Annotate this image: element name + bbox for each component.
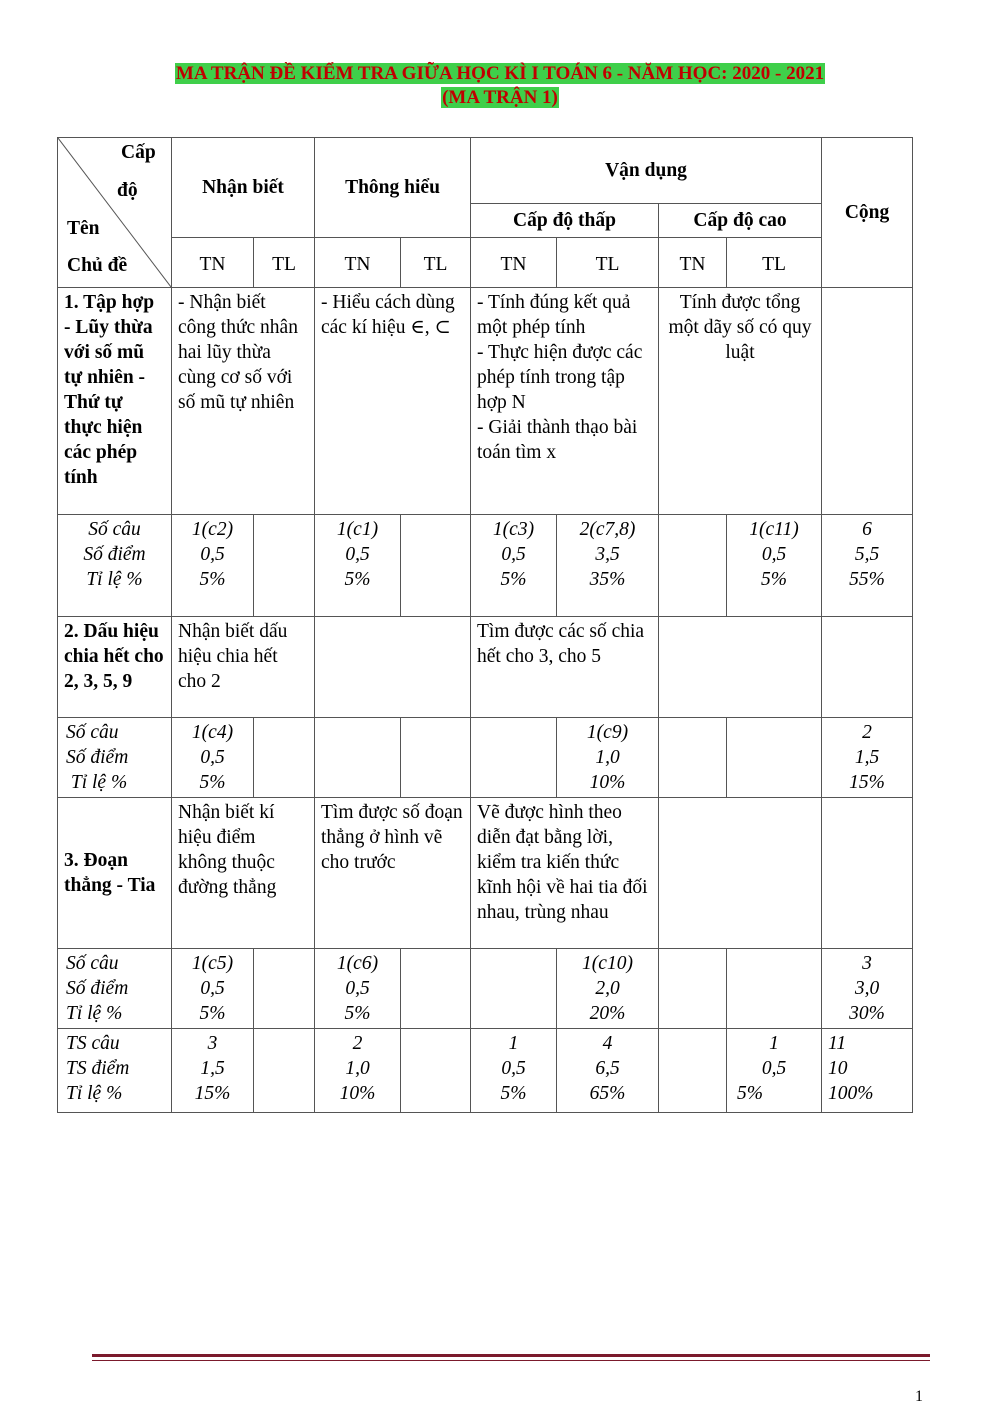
topic-2-th-tn xyxy=(315,718,401,798)
topic-1-name: 1. Tập hợp - Lũy thừa với số mũ tự nhiên - Thứ tự thực hiện các phép tính xyxy=(58,288,172,515)
so-diem-value: 3,5 xyxy=(595,544,620,565)
topic-1-stats-row xyxy=(58,515,913,617)
topic-1-row xyxy=(58,288,913,515)
corner-header-cell xyxy=(58,138,172,288)
ti-le-value: 35% xyxy=(589,569,626,590)
topic-2-cao-tn xyxy=(659,718,727,798)
ts-cau-value: 4 xyxy=(602,1033,613,1054)
corner-chude-label: Chủ đề xyxy=(67,255,128,276)
topic-3-cao-tn xyxy=(659,949,727,1029)
corner-do-label: độ xyxy=(117,180,138,201)
ti-le-label: Tỉ lệ % xyxy=(66,1083,123,1104)
topic-2-nb-tn xyxy=(172,718,254,798)
topic-3-name: 3. Đoạn thẳng - Tia xyxy=(58,798,172,949)
corner-cap-label: Cấp xyxy=(121,142,156,163)
so-cau-value: 6 xyxy=(862,519,872,540)
so-diem-value: 0,5 xyxy=(200,544,225,565)
ti-le-label: Tỉ lệ % xyxy=(66,1003,123,1024)
topic-2-cong xyxy=(822,718,913,798)
ti-le-value: 10% xyxy=(339,1083,376,1104)
topic-2-th-tl xyxy=(401,718,471,798)
total-nb-tl xyxy=(254,1029,315,1113)
ti-le-value: 5% xyxy=(199,772,226,793)
topic-3-th-tn xyxy=(315,949,401,1029)
header-tn: TN xyxy=(172,238,254,288)
so-diem-value: 1,5 xyxy=(854,747,880,768)
ts-diem-value: 1,5 xyxy=(200,1058,225,1079)
ti-le-value: 5% xyxy=(199,1003,226,1024)
topic-1-thap-tl xyxy=(557,515,659,617)
so-cau-value: 1(c3) xyxy=(492,519,535,540)
ti-le-value: 100% xyxy=(828,1083,874,1104)
so-diem-value: 3,0 xyxy=(854,978,880,999)
topic-1-cao-tn xyxy=(659,515,727,617)
topic-3-stats-row xyxy=(58,949,913,1029)
ti-le-value: 5% xyxy=(500,569,527,590)
total-cao-tn xyxy=(659,1029,727,1113)
so-diem-value: 0,5 xyxy=(501,544,526,565)
header-tn: TN xyxy=(471,238,557,288)
total-thap-tn xyxy=(471,1029,557,1113)
document-title xyxy=(0,62,1000,110)
so-cau-value: 1(c5) xyxy=(191,953,234,974)
ts-cau-value: 1 xyxy=(769,1033,779,1054)
so-cau-value: 1(c4) xyxy=(191,722,234,743)
ts-cau-label: TS câu xyxy=(66,1033,120,1054)
header-tl: TL xyxy=(557,238,659,288)
header-row-3 xyxy=(58,238,913,288)
ti-le-value: 55% xyxy=(849,569,885,590)
ti-le-value: 20% xyxy=(589,1003,626,1024)
total-th-tl xyxy=(401,1029,471,1113)
ti-le-value: 10% xyxy=(589,772,626,793)
topic-1-th-tl xyxy=(401,515,471,617)
so-cau-label: Số câu xyxy=(88,519,141,540)
topic-3-nb-tn xyxy=(172,949,254,1029)
so-cau-label: Số câu xyxy=(66,953,119,974)
so-cau-value: 1(c1) xyxy=(336,519,379,540)
topic-1-cap-do-thap xyxy=(471,288,659,515)
topic-1-stats-label xyxy=(58,515,172,617)
ts-cau-value: 3 xyxy=(207,1033,218,1054)
topic-1-thap-item: - Thực hiện được các phép tính trong tập hợp N xyxy=(477,342,643,413)
ts-cau-value: 2 xyxy=(352,1033,363,1054)
topic-2-nhan-biet: Nhận biết dấu hiệu chia hết cho 2 xyxy=(172,617,315,718)
header-cap-do-cao: Cấp độ cao xyxy=(659,204,822,238)
total-nb xyxy=(172,1029,254,1113)
footer-rule-thin xyxy=(92,1360,930,1361)
topic-3-nhan-biet: Nhận biết kí hiệu điểm không thuộc đường thẳng xyxy=(172,798,315,949)
header-nhan-biet: Nhận biết xyxy=(172,138,315,238)
ts-diem-value: 1,0 xyxy=(345,1058,370,1079)
topic-2-row xyxy=(58,617,913,718)
ti-le-label: Tỉ lệ % xyxy=(66,772,128,793)
header-tl: TL xyxy=(401,238,471,288)
ts-diem-value: 0,5 xyxy=(501,1058,526,1079)
total-row xyxy=(58,1029,913,1113)
ti-le-value: 5% xyxy=(344,569,371,590)
so-diem-value: 0,5 xyxy=(200,747,225,768)
ts-cau-value: 11 xyxy=(828,1033,847,1054)
topic-1-cao-tl xyxy=(727,515,822,617)
ti-le-label: Tỉ lệ % xyxy=(86,569,143,590)
total-cong xyxy=(822,1029,913,1113)
footer-rule xyxy=(92,1354,930,1357)
topic-3-th-tl xyxy=(401,949,471,1029)
title-line-1: MA TRẬN ĐỀ KIỂM TRA GIỮA HỌC KÌ I TOÁN 6 - NĂM HỌC: 2020 - 2021 xyxy=(175,63,825,84)
topic-2-name: 2. Dấu hiệu chia hết cho 2, 3, 5, 9 xyxy=(58,617,172,718)
so-cau-value: 1(c9) xyxy=(586,722,629,743)
so-diem-value: 0,5 xyxy=(200,978,225,999)
topic-1-thap-item: - Tính đúng kết quả một phép tính xyxy=(477,292,631,338)
so-diem-value: 1,0 xyxy=(595,747,620,768)
topic-3-cap-do-thap: Vẽ được hình theo diễn đạt bằng lời, kiểm tra kiến thức kĩnh hội về hai tia đối nhau, trùng nhau xyxy=(471,798,659,949)
header-cap-do-thap: Cấp độ thấp xyxy=(471,204,659,238)
header-tn: TN xyxy=(659,238,727,288)
topic-1-thong-hieu: - Hiểu cách dùng các kí hiệu ∈, ⊂ xyxy=(315,288,471,515)
ti-le-value: 5% xyxy=(500,1083,527,1104)
ti-le-value: 65% xyxy=(589,1083,626,1104)
ts-diem-value: 0,5 xyxy=(761,1058,787,1079)
topic-2-stats-row xyxy=(58,718,913,798)
ti-le-value: 5% xyxy=(761,569,788,590)
corner-ten-label: Tên xyxy=(67,218,100,239)
header-van-dung: Vận dụng xyxy=(471,138,822,204)
topic-3-cao-tl xyxy=(727,949,822,1029)
topic-1-nhan-biet: - Nhận biết công thức nhân hai lũy thừa cùng cơ số với số mũ tự nhiên xyxy=(172,288,315,515)
topic-3-cong xyxy=(822,949,913,1029)
so-cau-value: 2(c7,8) xyxy=(579,519,636,540)
ts-diem-label: TS điểm xyxy=(66,1058,130,1079)
topic-1-thap-item: - Giải thành thạo bài toán tìm x xyxy=(477,417,638,463)
so-cau-value: 2 xyxy=(862,722,872,743)
topic-3-nb-tl xyxy=(254,949,315,1029)
ti-le-value: 5% xyxy=(737,1083,763,1104)
topic-2-thap-tn xyxy=(471,718,557,798)
total-cao-tl xyxy=(727,1029,822,1113)
topic-2-thap-tl xyxy=(557,718,659,798)
header-tl: TL xyxy=(727,238,822,288)
so-diem-value: 0,5 xyxy=(761,544,787,565)
topic-1-thap-tn xyxy=(471,515,557,617)
exam-matrix-table xyxy=(57,137,913,1113)
topic-3-row xyxy=(58,798,913,949)
topic-3-thap-tl xyxy=(557,949,659,1029)
total-label xyxy=(58,1029,172,1113)
topic-1-cap-do-cao: Tính được tổng một dãy số có quy luật xyxy=(659,288,822,515)
so-diem-value: 2,0 xyxy=(595,978,620,999)
header-tl: TL xyxy=(254,238,315,288)
page-number: 1 xyxy=(915,1388,923,1405)
header-tn: TN xyxy=(315,238,401,288)
topic-2-thong-hieu-empty xyxy=(315,617,471,718)
so-cau-value: 3 xyxy=(862,953,872,974)
header-cong: Cộng xyxy=(822,138,913,288)
topic-2-cao-tl xyxy=(727,718,822,798)
ts-diem-value: 10 xyxy=(828,1058,848,1079)
topic-3-thap-tn xyxy=(471,949,557,1029)
topic-2-cap-do-cao-empty xyxy=(659,617,822,718)
topic-2-cong-empty xyxy=(822,617,913,718)
so-diem-label: Số điểm xyxy=(83,544,146,565)
title-line-2: (MA TRẬN 1) xyxy=(442,87,558,108)
so-cau-value: 1(c10) xyxy=(582,953,633,974)
total-th xyxy=(315,1029,401,1113)
topic-2-nb-tl xyxy=(254,718,315,798)
so-cau-label: Số câu xyxy=(66,722,119,743)
topic-3-cap-do-cao-empty xyxy=(659,798,822,949)
so-diem-label: Số điểm xyxy=(66,978,129,999)
topic-1-th-tn xyxy=(315,515,401,617)
topic-3-cong-empty xyxy=(822,798,913,949)
header-row-1 xyxy=(58,138,913,204)
topic-3-stats-label xyxy=(58,949,172,1029)
so-diem-value: 0,5 xyxy=(345,544,370,565)
ts-diem-value: 6,5 xyxy=(595,1058,620,1079)
ti-le-value: 15% xyxy=(194,1083,231,1104)
topic-1-nb-tn xyxy=(172,515,254,617)
ti-le-value: 30% xyxy=(849,1003,885,1024)
header-thong-hieu: Thông hiểu xyxy=(315,138,471,238)
so-cau-value: 1(c2) xyxy=(191,519,234,540)
topic-3-thong-hieu: Tìm được số đoạn thẳng ở hình vẽ cho trước xyxy=(315,798,471,949)
so-diem-label: Số điểm xyxy=(66,747,129,768)
ti-le-value: 15% xyxy=(849,772,885,793)
topic-1-cong xyxy=(822,515,913,617)
ts-cau-value: 1 xyxy=(508,1033,519,1054)
ti-le-value: 5% xyxy=(199,569,226,590)
topic-2-stats-label xyxy=(58,718,172,798)
so-diem-value: 5,5 xyxy=(854,544,880,565)
so-cau-value: 1(c11) xyxy=(749,519,799,540)
total-thap-tl xyxy=(557,1029,659,1113)
so-diem-value: 0,5 xyxy=(345,978,370,999)
topic-2-cap-do-thap: Tìm được các số chia hết cho 3, cho 5 xyxy=(471,617,659,718)
so-cau-value: 1(c6) xyxy=(336,953,379,974)
topic-1-nb-tl xyxy=(254,515,315,617)
topic-1-cong-empty xyxy=(822,288,913,515)
ti-le-value: 5% xyxy=(344,1003,371,1024)
